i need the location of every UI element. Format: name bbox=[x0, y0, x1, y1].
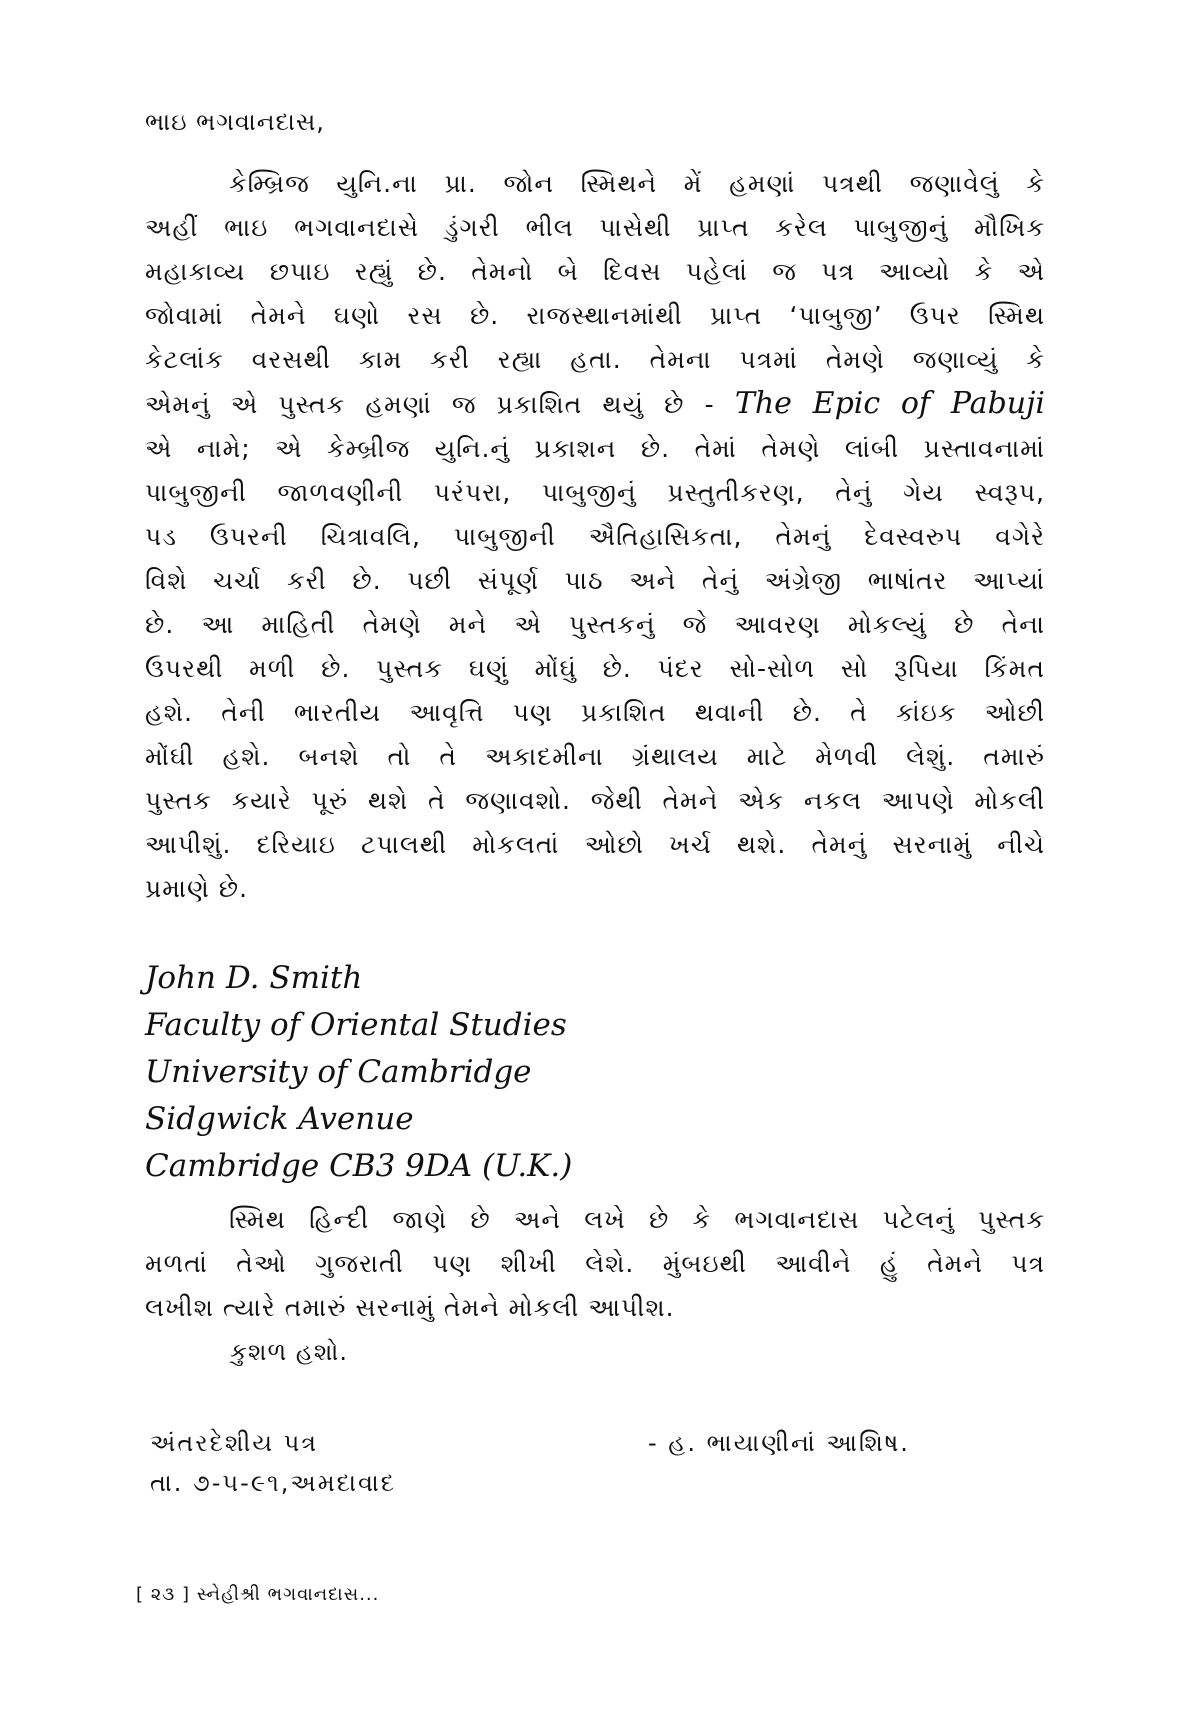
paragraph-main bbox=[145, 162, 1045, 911]
paragraph-line: હશે. તેની ભારતીય આવૃત્તિ પણ પ્રકાશિત થવાની છે. તે કાંઇક ઓછી bbox=[145, 698, 1045, 727]
paragraph-line: લખીશ ત્યારે તમારું સરનામું તેમને મોકલી આપીશ. bbox=[145, 1293, 675, 1322]
paragraph-line: પુસ્તક કયારે પૂરું થશે તે જણાવશો. જેથી તેમને એક નકલ આપણે મોકલી bbox=[145, 786, 1045, 815]
paragraph-line: પ્રમાણે છે. bbox=[145, 874, 249, 903]
address-faculty: Faculty of Oriental Studies bbox=[145, 1007, 567, 1043]
paragraph-line: મળતાં તેઓ ગુજરાતી પણ શીખી લેશે. મુંબઇથી આવીને હું તેમને પત્ર bbox=[145, 1249, 1045, 1278]
paragraph-line: પડ ઉપરની ચિત્રાવલિ, પાબુજીની ઐતિહાસિકતા, તેમનું દેવસ્વરુપ વગેરે bbox=[145, 522, 1045, 551]
salutation: ભાઇ ભગવાનદાસ, bbox=[145, 108, 325, 136]
paragraph-line: ઉપરથી મળી છે. પુસ્તક ઘણું મોંઘું છે. પંદર સો-સોળ સો રૂપિયા કિંમત bbox=[145, 654, 1045, 683]
paragraph-line: છે. આ માહિતી તેમણે મને એ પુસ્તકનું જે આવરણ મોકલ્યું છે તેના bbox=[145, 610, 1045, 639]
page-footer: [ ૨૩ ] સ્નેહીશ્રી ભગવાનદાસ... bbox=[136, 1584, 380, 1605]
paragraph-line: વિશે ચર્ચા કરી છે. પછી સંપૂર્ણ પાઠ અને તેનું અંગ્રેજી ભાષાંતર આપ્યાં bbox=[145, 566, 1045, 595]
paragraph-second bbox=[145, 1198, 1045, 1330]
paragraph-line: અહીં ભાઇ ભગવાનદાસે ડુંગરી ભીલ પાસેથી પ્રાપ્ત કરેલ પાબુજીનું મૌખિક bbox=[145, 213, 1045, 242]
paragraph-line-with-title bbox=[145, 382, 1045, 427]
date-place: તા. ૭-૫-૯૧,અમદાવાદ bbox=[150, 1469, 397, 1497]
address-name: John D. Smith bbox=[145, 960, 363, 996]
paragraph-line: જોવામાં તેમને ઘણો રસ છે. રાજસ્થાનમાંથી પ્રાપ્ત ‘પાબુજી’ ઉપર સ્મિથ bbox=[145, 301, 1045, 330]
paragraph-line: મહાકાવ્ય છપાઇ રહ્યું છે. તેમનો બે દિવસ પહેલાં જ પત્ર આવ્યો કે એ bbox=[145, 257, 1045, 286]
paragraph-line: એ નામે; એ કેમ્બ્રીજ યુનિ.નું પ્રકાશન છે. તેમાં તેમણે લાંબી પ્રસ્તાવનામાં bbox=[145, 434, 1045, 463]
paragraph-line: મોંઘી હશે. બનશે તો તે અકાદમીના ગ્રંથાલય માટે મેળવી લેશું. તમારું bbox=[145, 742, 1045, 771]
address-university: University of Cambridge bbox=[145, 1054, 532, 1090]
paragraph-line: કેટલાંક વરસથી કામ કરી રહ્યા હતા. તેમના પત્રમાં તેમણે જણાવ્યું કે bbox=[145, 345, 1045, 374]
paragraph-line: કેમ્બ્રિજ યુનિ.ના પ્રા. જોન સ્મિથને મેં હમણાં પત્રથી જણાવેલું કે bbox=[229, 169, 1045, 198]
address-block bbox=[145, 955, 572, 1190]
line-prefix: એમનું એ પુસ્તક હમણાં જ પ્રકાશિત થયું છે - bbox=[145, 390, 735, 419]
signoff: - હ. ભાયાણીનાં આશિષ. bbox=[648, 1429, 910, 1457]
paragraph-line: પાબુજીની જાળવણીની પરંપરા, પાબુજીનું પ્રસ્તુતીકરણ, તેનું ગેય સ્વરૂપ, bbox=[145, 478, 1045, 507]
address-city: Cambridge CB3 9DA (U.K.) bbox=[145, 1148, 573, 1184]
paragraph-line: આપીશું. દરિયાઇ ટપાલથી મોકલતાં ઓછો ખર્ચ થશે. તેમનું સરનામું નીચે bbox=[145, 830, 1045, 859]
letter-type: અંતરદેશીય પત્ર bbox=[150, 1429, 319, 1457]
address-street: Sidgwick Avenue bbox=[145, 1101, 414, 1137]
book-title: The Epic of Pabuji bbox=[734, 386, 1045, 421]
closing-line: કુશળ હશો. bbox=[230, 1338, 348, 1366]
letter-meta bbox=[150, 1423, 396, 1503]
paragraph-line: સ્મિથ હિન્દી જાણે છે અને લખે છે કે ભગવાનદાસ પટેલનું પુસ્તક bbox=[229, 1205, 1045, 1234]
